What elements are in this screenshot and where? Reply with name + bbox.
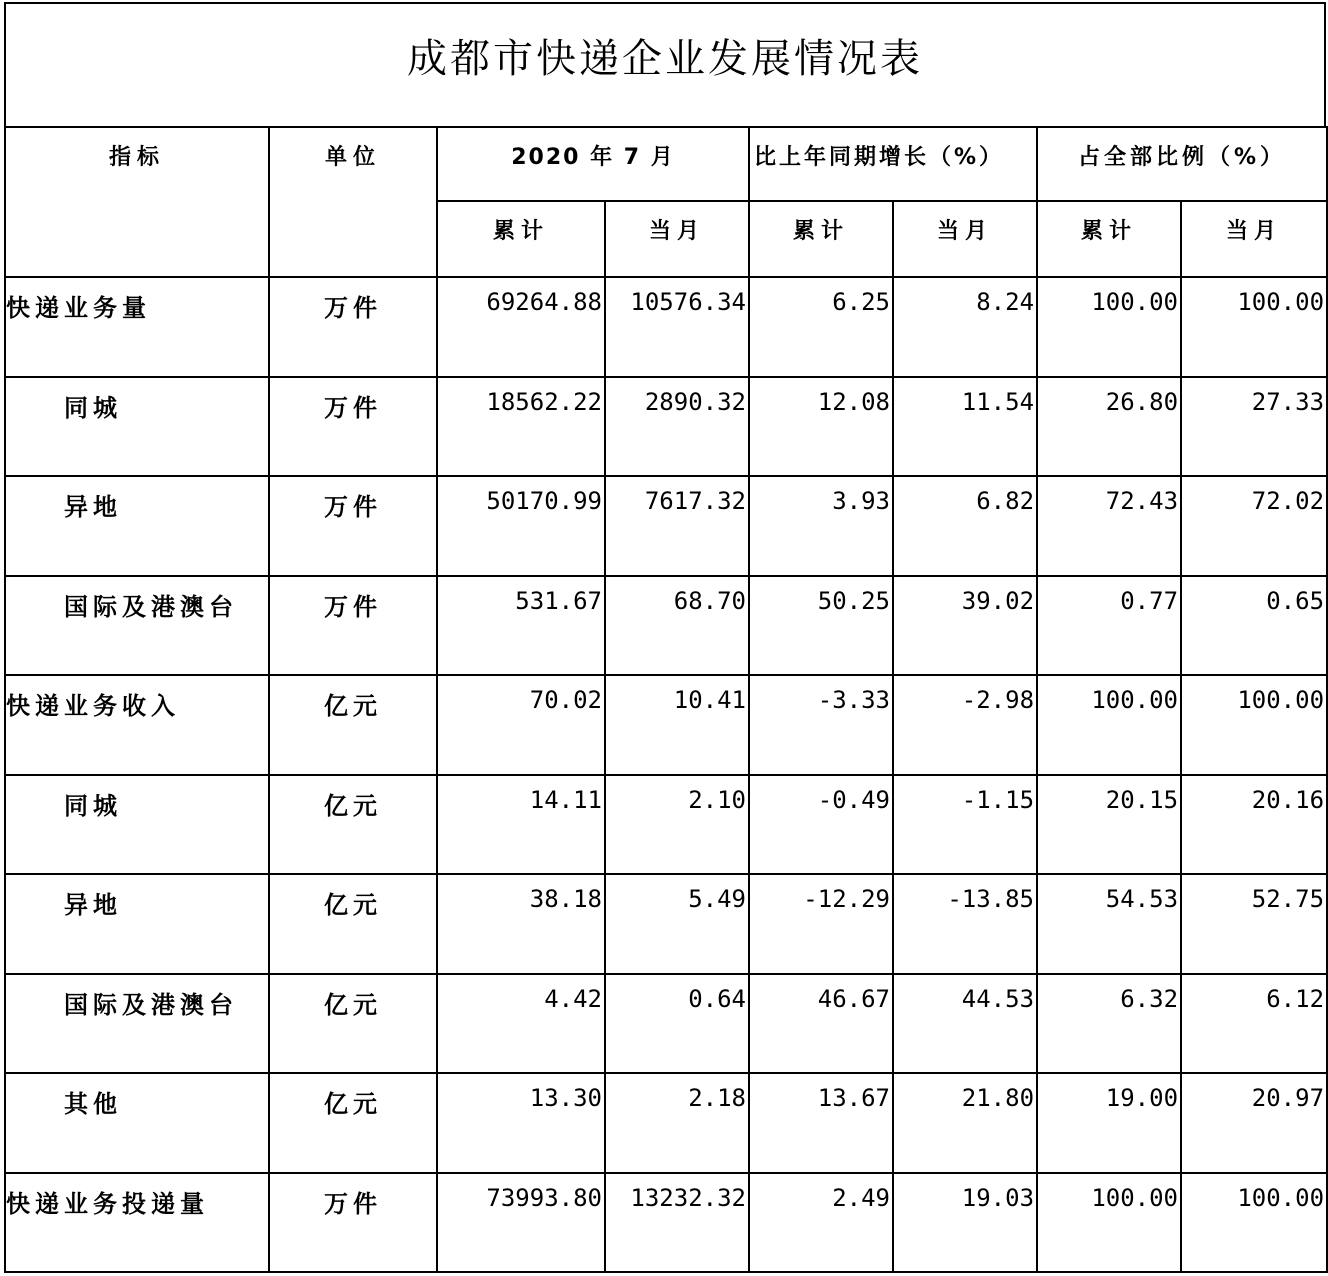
cell-period-cumulative: 4.42 bbox=[437, 974, 605, 1074]
row-unit: 万件 bbox=[269, 1173, 437, 1273]
row-indicator: 异地 bbox=[5, 874, 269, 974]
row-unit: 万件 bbox=[269, 576, 437, 676]
cell-growth-cumulative: 2.49 bbox=[749, 1173, 893, 1273]
cell-growth-monthly: 19.03 bbox=[893, 1173, 1037, 1273]
cell-growth-cumulative: -3.33 bbox=[749, 675, 893, 775]
cell-growth-cumulative: 3.93 bbox=[749, 476, 893, 576]
row-indicator: 国际及港澳台 bbox=[5, 576, 269, 676]
cell-period-monthly: 2.10 bbox=[605, 775, 749, 875]
cell-share-cumulative: 54.53 bbox=[1037, 874, 1181, 974]
row-indicator: 快递业务收入 bbox=[5, 675, 269, 775]
table-row bbox=[5, 576, 1327, 676]
cell-share-cumulative: 100.00 bbox=[1037, 1173, 1181, 1273]
cell-growth-cumulative: -0.49 bbox=[749, 775, 893, 875]
data-table bbox=[4, 126, 1328, 1273]
cell-share-cumulative: 100.00 bbox=[1037, 675, 1181, 775]
row-indicator: 其他 bbox=[5, 1073, 269, 1173]
cell-growth-monthly: 6.82 bbox=[893, 476, 1037, 576]
cell-growth-cumulative: 12.08 bbox=[749, 377, 893, 477]
cell-period-cumulative: 14.11 bbox=[437, 775, 605, 875]
row-unit: 亿元 bbox=[269, 775, 437, 875]
cell-growth-cumulative: -12.29 bbox=[749, 874, 893, 974]
cell-period-monthly: 0.64 bbox=[605, 974, 749, 1074]
cell-period-cumulative: 69264.88 bbox=[437, 277, 605, 377]
cell-growth-cumulative: 50.25 bbox=[749, 576, 893, 676]
table-title: 成都市快递企业发展情况表 bbox=[407, 35, 923, 82]
cell-share-monthly: 100.00 bbox=[1181, 1173, 1327, 1273]
row-unit: 亿元 bbox=[269, 974, 437, 1074]
row-indicator: 快递业务量 bbox=[5, 277, 269, 377]
cell-growth-monthly: 21.80 bbox=[893, 1073, 1037, 1173]
cell-period-monthly: 13232.32 bbox=[605, 1173, 749, 1273]
cell-share-cumulative: 6.32 bbox=[1037, 974, 1181, 1074]
header-growth-cumulative: 累计 bbox=[749, 201, 893, 277]
cell-share-cumulative: 26.80 bbox=[1037, 377, 1181, 477]
cell-share-monthly: 100.00 bbox=[1181, 675, 1327, 775]
cell-growth-monthly: -13.85 bbox=[893, 874, 1037, 974]
row-unit: 亿元 bbox=[269, 874, 437, 974]
cell-period-cumulative: 73993.80 bbox=[437, 1173, 605, 1273]
table-row bbox=[5, 775, 1327, 875]
cell-share-cumulative: 20.15 bbox=[1037, 775, 1181, 875]
cell-share-monthly: 6.12 bbox=[1181, 974, 1327, 1074]
cell-share-cumulative: 0.77 bbox=[1037, 576, 1181, 676]
table-row bbox=[5, 377, 1327, 477]
header-period: 2020 年 7 月 bbox=[437, 127, 749, 201]
cell-share-monthly: 52.75 bbox=[1181, 874, 1327, 974]
cell-growth-monthly: 39.02 bbox=[893, 576, 1037, 676]
cell-share-cumulative: 19.00 bbox=[1037, 1073, 1181, 1173]
cell-share-cumulative: 72.43 bbox=[1037, 476, 1181, 576]
table-row bbox=[5, 476, 1327, 576]
table-row bbox=[5, 1173, 1327, 1273]
table-row bbox=[5, 1073, 1327, 1173]
cell-period-cumulative: 18562.22 bbox=[437, 377, 605, 477]
row-unit: 万件 bbox=[269, 377, 437, 477]
cell-period-monthly: 68.70 bbox=[605, 576, 749, 676]
header-period-cumulative: 累计 bbox=[437, 201, 605, 277]
table-row bbox=[5, 277, 1327, 377]
header-period-monthly: 当月 bbox=[605, 201, 749, 277]
header-share: 占全部比例（%） bbox=[1037, 127, 1327, 201]
cell-period-cumulative: 50170.99 bbox=[437, 476, 605, 576]
table-row bbox=[5, 874, 1327, 974]
row-unit: 亿元 bbox=[269, 675, 437, 775]
cell-period-monthly: 10.41 bbox=[605, 675, 749, 775]
header-share-monthly: 当月 bbox=[1181, 201, 1327, 277]
row-unit: 万件 bbox=[269, 476, 437, 576]
cell-growth-monthly: -2.98 bbox=[893, 675, 1037, 775]
table-row bbox=[5, 675, 1327, 775]
cell-share-monthly: 20.97 bbox=[1181, 1073, 1327, 1173]
title-cell bbox=[4, 2, 1326, 128]
cell-period-monthly: 2.18 bbox=[605, 1073, 749, 1173]
cell-period-monthly: 7617.32 bbox=[605, 476, 749, 576]
cell-period-monthly: 10576.34 bbox=[605, 277, 749, 377]
row-indicator: 国际及港澳台 bbox=[5, 974, 269, 1074]
cell-period-cumulative: 531.67 bbox=[437, 576, 605, 676]
cell-growth-monthly: 11.54 bbox=[893, 377, 1037, 477]
cell-growth-monthly: 44.53 bbox=[893, 974, 1037, 1074]
table-body bbox=[5, 277, 1327, 1272]
row-indicator: 同城 bbox=[5, 377, 269, 477]
header-share-cumulative: 累计 bbox=[1037, 201, 1181, 277]
cell-growth-cumulative: 13.67 bbox=[749, 1073, 893, 1173]
table-row bbox=[5, 974, 1327, 1074]
header-indicator: 指标 bbox=[5, 127, 269, 277]
cell-share-monthly: 27.33 bbox=[1181, 377, 1327, 477]
row-unit: 亿元 bbox=[269, 1073, 437, 1173]
header-unit: 单位 bbox=[269, 127, 437, 277]
cell-share-monthly: 100.00 bbox=[1181, 277, 1327, 377]
row-indicator: 同城 bbox=[5, 775, 269, 875]
statistics-sheet bbox=[4, 2, 1324, 1272]
cell-period-cumulative: 38.18 bbox=[437, 874, 605, 974]
header-growth: 比上年同期增长（%） bbox=[749, 127, 1037, 201]
cell-share-monthly: 0.65 bbox=[1181, 576, 1327, 676]
cell-growth-monthly: 8.24 bbox=[893, 277, 1037, 377]
cell-share-cumulative: 100.00 bbox=[1037, 277, 1181, 377]
cell-growth-cumulative: 6.25 bbox=[749, 277, 893, 377]
row-indicator: 快递业务投递量 bbox=[5, 1173, 269, 1273]
header-growth-monthly: 当月 bbox=[893, 201, 1037, 277]
cell-period-cumulative: 70.02 bbox=[437, 675, 605, 775]
cell-period-cumulative: 13.30 bbox=[437, 1073, 605, 1173]
cell-growth-cumulative: 46.67 bbox=[749, 974, 893, 1074]
cell-period-monthly: 5.49 bbox=[605, 874, 749, 974]
cell-share-monthly: 72.02 bbox=[1181, 476, 1327, 576]
cell-period-monthly: 2890.32 bbox=[605, 377, 749, 477]
row-indicator: 异地 bbox=[5, 476, 269, 576]
row-unit: 万件 bbox=[269, 277, 437, 377]
cell-growth-monthly: -1.15 bbox=[893, 775, 1037, 875]
cell-share-monthly: 20.16 bbox=[1181, 775, 1327, 875]
